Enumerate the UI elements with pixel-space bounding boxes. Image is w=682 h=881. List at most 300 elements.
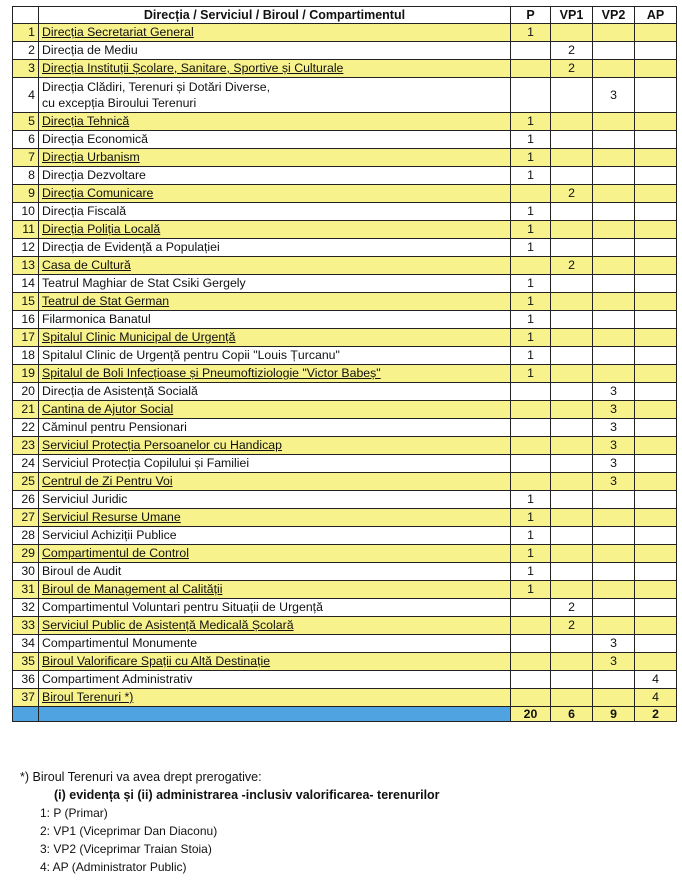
row-department [39,599,511,617]
cell-p [511,401,551,419]
cell-p: 1 [511,311,551,329]
cell-p [511,617,551,635]
cell-vp2 [593,275,635,293]
cell-ap [635,221,677,239]
cell-vp1 [551,365,593,383]
row-department [39,239,511,257]
department-name: Direcția Instituții Școlare, Sanitare, Sportive și Culturale [42,61,344,75]
department-name: Casa de Cultură [42,258,131,272]
row-department [39,383,511,401]
row-number: 9 [13,185,39,203]
row-department [39,437,511,455]
department-name: Biroul de Audit [42,564,122,578]
cell-vp2: 3 [593,419,635,437]
table-row [13,24,677,42]
row-department [39,203,511,221]
row-department [39,455,511,473]
department-name: Direcția de Asistență Socială [42,384,198,398]
cell-vp2: 3 [593,635,635,653]
cell-vp1 [551,203,593,221]
row-number: 29 [13,545,39,563]
table-row [13,60,677,78]
cell-vp1 [551,635,593,653]
cell-p: 1 [511,329,551,347]
cell-p [511,60,551,78]
table-row [13,42,677,60]
table-row [13,185,677,203]
cell-vp1 [551,167,593,185]
cell-vp1 [551,293,593,311]
total-vp2: 9 [593,707,635,722]
row-number: 19 [13,365,39,383]
cell-ap [635,347,677,365]
row-department [39,617,511,635]
cell-ap [635,509,677,527]
department-name-continued: cu excepția Biroului Terenuri [42,96,197,110]
department-name: Căminul pentru Pensionari [42,420,187,434]
cell-vp1 [551,563,593,581]
cell-vp1: 2 [551,257,593,275]
cell-vp2: 3 [593,401,635,419]
legend-item: 3: VP2 (Viceprimar Traian Stoia) [40,842,212,856]
header-vp2: VP2 [593,7,635,24]
row-number: 10 [13,203,39,221]
table-body [13,24,677,722]
row-number: 17 [13,329,39,347]
row-department [39,671,511,689]
cell-vp1 [551,347,593,365]
table-row [13,599,677,617]
department-name: Compartimentul Monumente [42,636,198,650]
row-department [39,131,511,149]
row-department [39,167,511,185]
department-name: Biroul Valorificare Spații cu Altă Destinație [42,654,271,668]
row-number: 12 [13,239,39,257]
department-name: Direcția Economică [42,132,148,146]
cell-p: 1 [511,293,551,311]
department-name: Direcția Clădiri, Terenuri și Dotări Diverse, [42,80,271,94]
cell-vp1 [551,527,593,545]
cell-ap [635,149,677,167]
cell-vp1 [551,24,593,42]
row-number: 35 [13,653,39,671]
totals-row [13,707,677,722]
cell-vp2 [593,113,635,131]
cell-vp1 [551,671,593,689]
legend-item: 1: P (Primar) [40,806,108,820]
table-row [13,401,677,419]
cell-ap [635,257,677,275]
row-number: 13 [13,257,39,275]
cell-ap [635,599,677,617]
cell-p: 1 [511,491,551,509]
table-row [13,437,677,455]
row-department [39,527,511,545]
row-number: 4 [13,78,39,113]
row-number: 5 [13,113,39,131]
total-ap: 2 [635,707,677,722]
table-row [13,581,677,599]
cell-ap [635,24,677,42]
row-department [39,113,511,131]
table-row [13,329,677,347]
cell-vp1 [551,113,593,131]
cell-p [511,185,551,203]
header-ap: AP [635,7,677,24]
cell-vp2 [593,563,635,581]
cell-ap [635,563,677,581]
cell-vp2 [593,671,635,689]
row-number: 34 [13,635,39,653]
cell-vp1 [551,131,593,149]
table-row [13,149,677,167]
row-number: 26 [13,491,39,509]
department-name: Teatrul de Stat German [42,294,170,308]
row-number: 32 [13,599,39,617]
row-department [39,149,511,167]
department-name: Direcția Dezvoltare [42,168,146,182]
row-number: 37 [13,689,39,707]
department-name: Direcția Comunicare [42,186,154,200]
department-name: Cantina de Ajutor Social [42,402,174,416]
row-number: 36 [13,671,39,689]
footnote: *) Biroul Terenuri va avea drept prerogative: [20,770,262,784]
cell-ap [635,60,677,78]
row-number: 16 [13,311,39,329]
department-name: Spitalul Clinic Municipal de Urgență [42,330,236,344]
row-department [39,42,511,60]
row-department [39,545,511,563]
table-row [13,653,677,671]
cell-ap [635,131,677,149]
cell-p: 1 [511,167,551,185]
cell-vp1: 2 [551,185,593,203]
cell-ap [635,617,677,635]
cell-ap [635,635,677,653]
header-department: Direcția / Serviciul / Biroul / Compartimentul [39,7,511,24]
row-department [39,509,511,527]
cell-vp2 [593,347,635,365]
row-number: 33 [13,617,39,635]
row-department [39,635,511,653]
cell-vp2 [593,221,635,239]
cell-vp2 [593,491,635,509]
cell-vp1 [551,653,593,671]
table-row [13,293,677,311]
cell-ap [635,545,677,563]
cell-ap [635,185,677,203]
cell-p: 1 [511,509,551,527]
cell-ap [635,419,677,437]
department-name: Direcția Tehnică [42,114,130,128]
cell-vp1: 2 [551,617,593,635]
cell-vp2 [593,257,635,275]
row-number: 14 [13,275,39,293]
cell-vp1: 2 [551,599,593,617]
cell-vp2: 3 [593,78,635,113]
table-row [13,671,677,689]
cell-p [511,653,551,671]
row-department [39,24,511,42]
cell-vp1 [551,311,593,329]
row-number: 25 [13,473,39,491]
table-row [13,239,677,257]
row-number: 24 [13,455,39,473]
cell-p: 1 [511,581,551,599]
cell-vp2 [593,329,635,347]
cell-vp2 [593,239,635,257]
department-name: Biroul de Management al Calității [42,582,223,596]
cell-vp2 [593,293,635,311]
department-name: Biroul Terenuri *) [42,690,134,704]
cell-ap [635,455,677,473]
row-number: 15 [13,293,39,311]
cell-vp2 [593,509,635,527]
cell-vp1 [551,419,593,437]
cell-p [511,455,551,473]
cell-p [511,78,551,113]
cell-p [511,42,551,60]
row-department [39,689,511,707]
cell-ap [635,401,677,419]
cell-vp1 [551,329,593,347]
table-row [13,635,677,653]
cell-vp2 [593,24,635,42]
cell-p [511,599,551,617]
table-row [13,509,677,527]
table-row [13,473,677,491]
cell-ap: 4 [635,689,677,707]
cell-vp1 [551,455,593,473]
cell-vp2 [593,599,635,617]
table-row [13,275,677,293]
row-number: 1 [13,24,39,42]
cell-p [511,689,551,707]
cell-vp1 [551,689,593,707]
cell-ap [635,167,677,185]
table-row [13,527,677,545]
cell-vp1: 2 [551,60,593,78]
row-department [39,221,511,239]
cell-vp2 [593,311,635,329]
cell-p [511,419,551,437]
department-name: Serviciul Public de Asistență Medicală Școlară [42,618,294,632]
row-department [39,365,511,383]
table-row [13,203,677,221]
cell-vp1 [551,149,593,167]
cell-p: 1 [511,365,551,383]
row-department [39,293,511,311]
departments-table [12,6,677,722]
cell-ap [635,113,677,131]
cell-ap [635,437,677,455]
row-number: 31 [13,581,39,599]
header-row [13,7,677,24]
table-row [13,563,677,581]
table-row [13,689,677,707]
cell-ap [635,293,677,311]
cell-vp2 [593,42,635,60]
cell-vp2 [593,203,635,221]
cell-vp1 [551,401,593,419]
cell-vp1 [551,437,593,455]
cell-p: 1 [511,24,551,42]
cell-ap [635,365,677,383]
table-row [13,257,677,275]
department-name: Direcția de Mediu [42,43,138,57]
notes [20,768,440,876]
cell-ap [635,527,677,545]
row-department [39,329,511,347]
header-number [13,7,39,24]
row-number: 28 [13,527,39,545]
legend-item: 4: AP (Administrator Public) [40,860,187,874]
cell-ap [635,383,677,401]
cell-ap: 4 [635,671,677,689]
table-row [13,131,677,149]
cell-p: 1 [511,545,551,563]
row-number: 22 [13,419,39,437]
row-number: 18 [13,347,39,365]
table-row [13,419,677,437]
cell-vp1 [551,473,593,491]
department-name: Direcția Urbanism [42,150,140,164]
total-p: 20 [511,707,551,722]
cell-p [511,383,551,401]
department-name: Teatrul Maghiar de Stat Csiki Gergely [42,276,246,290]
row-department [39,257,511,275]
row-department [39,60,511,78]
cell-p [511,473,551,491]
cell-vp2 [593,581,635,599]
table-row [13,311,677,329]
table-row [13,347,677,365]
row-number: 7 [13,149,39,167]
cell-p: 1 [511,131,551,149]
footnote-bold: (i) evidența și (ii) administrarea -inclusiv valorificarea- terenurilor [54,788,440,802]
cell-vp1 [551,221,593,239]
cell-p: 1 [511,221,551,239]
cell-ap [635,491,677,509]
cell-p [511,437,551,455]
row-department [39,401,511,419]
row-department [39,563,511,581]
cell-vp2: 3 [593,437,635,455]
row-number: 20 [13,383,39,401]
row-number: 3 [13,60,39,78]
row-number: 8 [13,167,39,185]
cell-vp2 [593,60,635,78]
row-number: 6 [13,131,39,149]
row-department [39,185,511,203]
row-department [39,473,511,491]
department-name: Compartimentul de Control [42,546,189,560]
table-row [13,617,677,635]
cell-p: 1 [511,149,551,167]
row-number: 30 [13,563,39,581]
cell-vp2 [593,149,635,167]
cell-vp2 [593,365,635,383]
header-p: P [511,7,551,24]
table-row [13,78,677,113]
cell-p [511,635,551,653]
department-name: Direcția Secretariat General [42,25,194,39]
cell-p: 1 [511,239,551,257]
department-name: Serviciul Protecția Persoanelor cu Handicap [42,438,282,452]
cell-ap [635,42,677,60]
totals-blank [13,707,39,722]
department-name: Filarmonica Banatul [42,312,151,326]
row-department [39,491,511,509]
cell-vp1 [551,581,593,599]
department-name: Direcția Fiscală [42,204,127,218]
row-department [39,581,511,599]
table-row [13,221,677,239]
department-name: Direcția Poliția Locală [42,222,161,236]
cell-vp2 [593,527,635,545]
department-name: Compartiment Administrativ [42,672,193,686]
row-department [39,419,511,437]
cell-vp2 [593,617,635,635]
row-department [39,78,511,113]
cell-p: 1 [511,113,551,131]
department-name: Serviciul Achiziții Publice [42,528,177,542]
header-vp1: VP1 [551,7,593,24]
cell-vp1 [551,491,593,509]
row-number: 27 [13,509,39,527]
department-name: Direcția de Evidență a Populației [42,240,220,254]
department-name: Serviciul Resurse Umane [42,510,181,524]
row-number: 2 [13,42,39,60]
cell-ap [635,203,677,221]
cell-vp1: 2 [551,42,593,60]
cell-vp1 [551,545,593,563]
row-department [39,653,511,671]
row-department [39,311,511,329]
cell-ap [635,653,677,671]
table-row [13,491,677,509]
cell-vp2 [593,131,635,149]
cell-ap [635,78,677,113]
cell-p: 1 [511,563,551,581]
totals-blank [39,707,511,722]
row-department [39,275,511,293]
cell-vp1 [551,239,593,257]
department-name: Compartimentul Voluntari pentru Situații de Urgență [42,600,323,614]
cell-ap [635,473,677,491]
cell-p: 1 [511,203,551,221]
department-name: Centrul de Zi Pentru Voi [42,474,173,488]
cell-p [511,257,551,275]
row-number: 11 [13,221,39,239]
table-row [13,365,677,383]
row-number: 21 [13,401,39,419]
cell-vp2: 3 [593,653,635,671]
cell-ap [635,275,677,293]
cell-vp1 [551,78,593,113]
cell-vp1 [551,383,593,401]
cell-vp2 [593,185,635,203]
total-vp1: 6 [551,707,593,722]
cell-ap [635,581,677,599]
table-row [13,383,677,401]
cell-vp1 [551,275,593,293]
document-page [12,6,676,874]
cell-p: 1 [511,527,551,545]
table-row [13,545,677,563]
cell-vp2 [593,689,635,707]
department-name: Spitalul de Boli Infecțioase și Pneumoftiziologie "Victor Babeș" [42,366,381,380]
